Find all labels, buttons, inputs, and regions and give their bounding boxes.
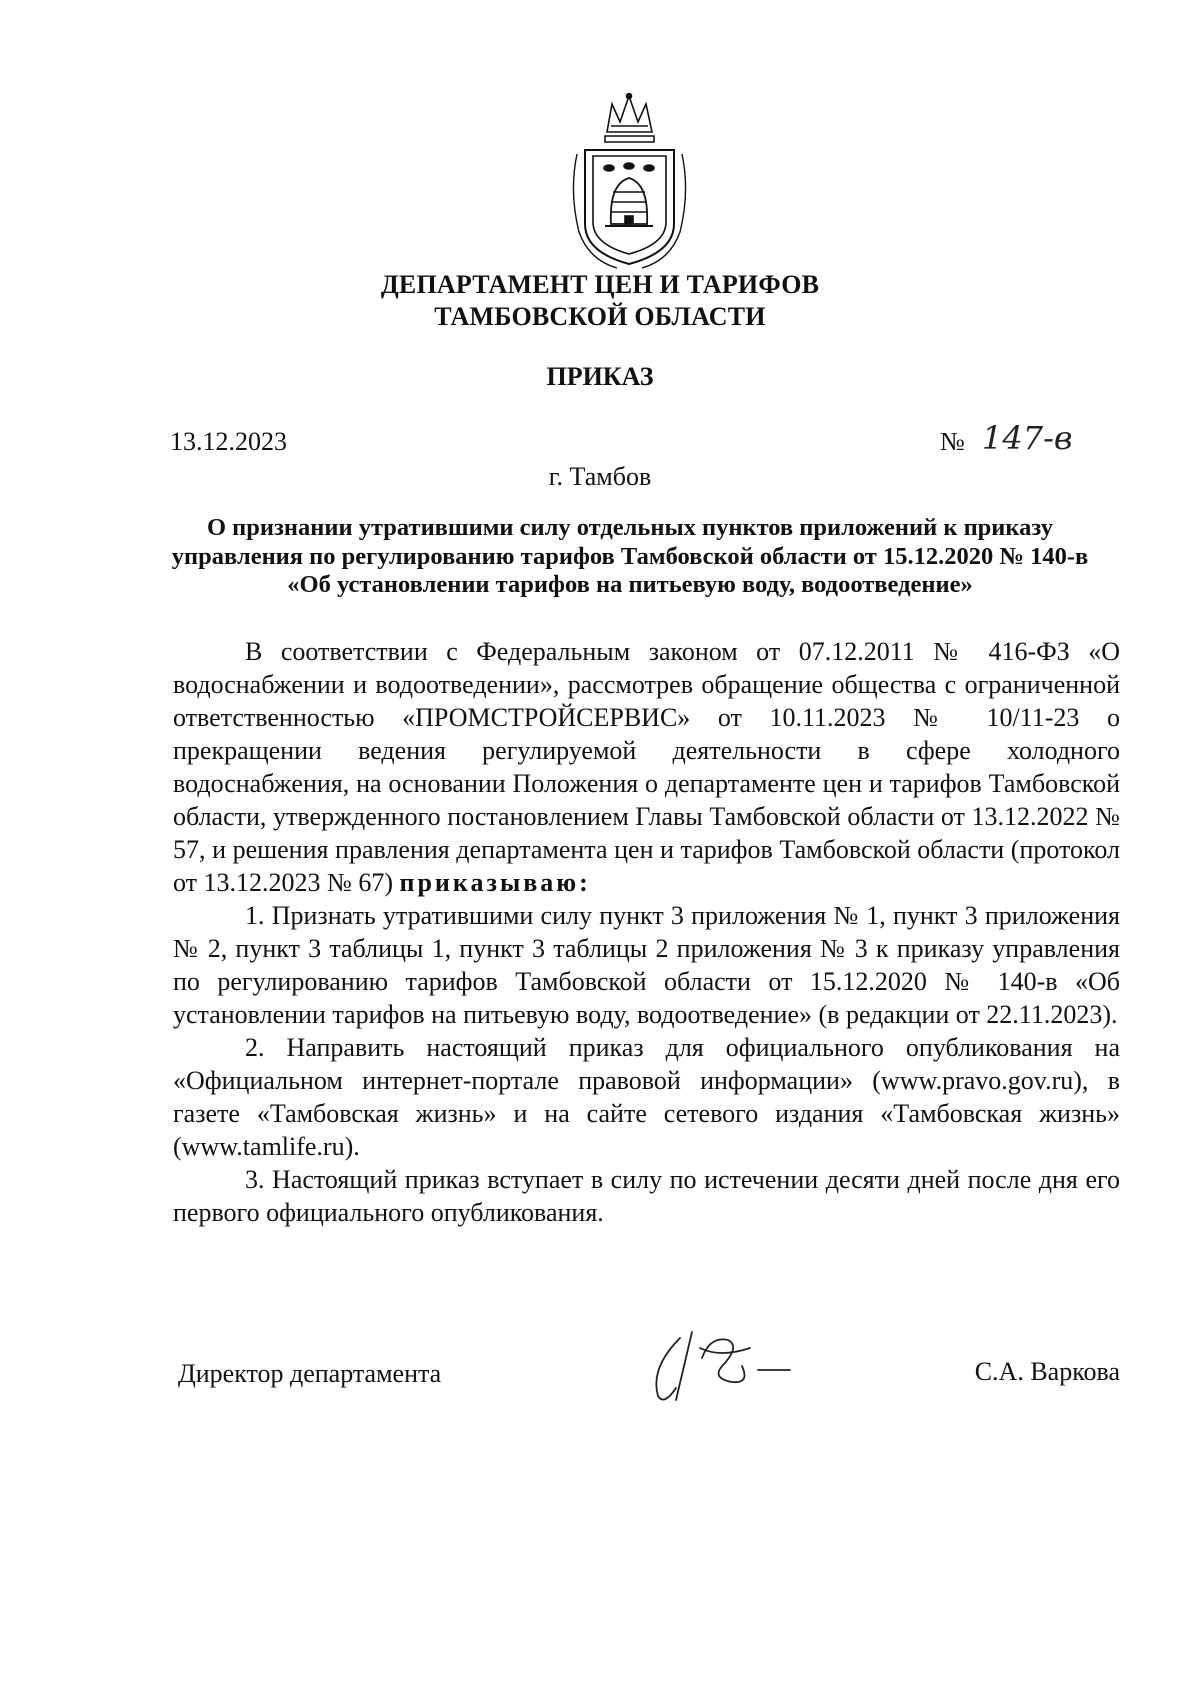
order-item-2: 2. Направить настоящий приказ для официального опубликования на «Официальном интернет-портале правовой информации» (www.pravo.gov.ru), в газете «Тамбовская жизнь» и на сайте сетевого издания «Тамбовская жизнь» (www.tamlife.ru). (173, 1033, 1120, 1161)
order-subject: О признании утратившими силу отдельных пунктов приложений к приказу управления по регулированию тарифов Тамбовской области от 15.12.2020 № 140-в «Об установлении тарифов на питьевую воду, водоотведение» (171, 514, 1089, 598)
order-item-3: 3. Настоящий приказ вступает в силу по истечении десяти дней после дня его первого официального опубликования. (173, 1165, 1120, 1227)
order-number-label: № (940, 427, 965, 456)
preamble-text: В соответствии с Федеральным законом от 07.12.2011 № 416-ФЗ «О водоснабжении и водоотведении», рассмотрев обращение общества с ограниченной ответственностью «ПРОМСТРОЙСЕРВИС» от 10.11.2023 № 10/11-23 о прекращении ведения регулируемой деятельности в сфере холодного водоснабжения, на основании Положения о департаменте цен и тарифов Тамбовской области, утвержденного постановлением Главы Тамбовской области от 13.12.2022 № 57, и решения правления департамента цен и тарифов Тамбовской области (протокол от 13.12.2023 № 67) (173, 637, 1120, 897)
order-body (173, 635, 1120, 1229)
department-name-line1: ДЕПАРТАМЕНТ ЦЕН И ТАРИФОВ (380, 270, 820, 299)
department-name-line2: ТАМБОВСКОЙ ОБЛАСТИ (434, 302, 766, 331)
order-title: ПРИКАЗ (546, 362, 654, 391)
signatory-name: С.А. Варкова (974, 1357, 1120, 1386)
order-word: приказываю: (399, 868, 591, 897)
order-number-handwritten: 147-в (982, 419, 1073, 457)
tambov-coat-of-arms-icon (567, 92, 692, 270)
order-number (940, 420, 1090, 460)
order-date: 13.12.2023 (170, 427, 287, 456)
order-city: г. Тамбов (548, 462, 652, 491)
handwritten-signature-icon (640, 1318, 810, 1408)
preamble-paragraph (173, 635, 1120, 899)
signatory-position: Директор департамента (178, 1359, 442, 1388)
order-item-1: 1. Признать утратившими силу пункт 3 приложения № 1, пункт 3 приложения № 2, пункт 3 таблицы 1, пункт 3 таблицы 2 приложения № 3 к приказу управления по регулированию тарифов Тамбовской области от 15.12.2020 № 140-в «Об установлении тарифов на питьевую воду, водоотведение» (в редакции от 22.11.2023). (173, 901, 1120, 1029)
